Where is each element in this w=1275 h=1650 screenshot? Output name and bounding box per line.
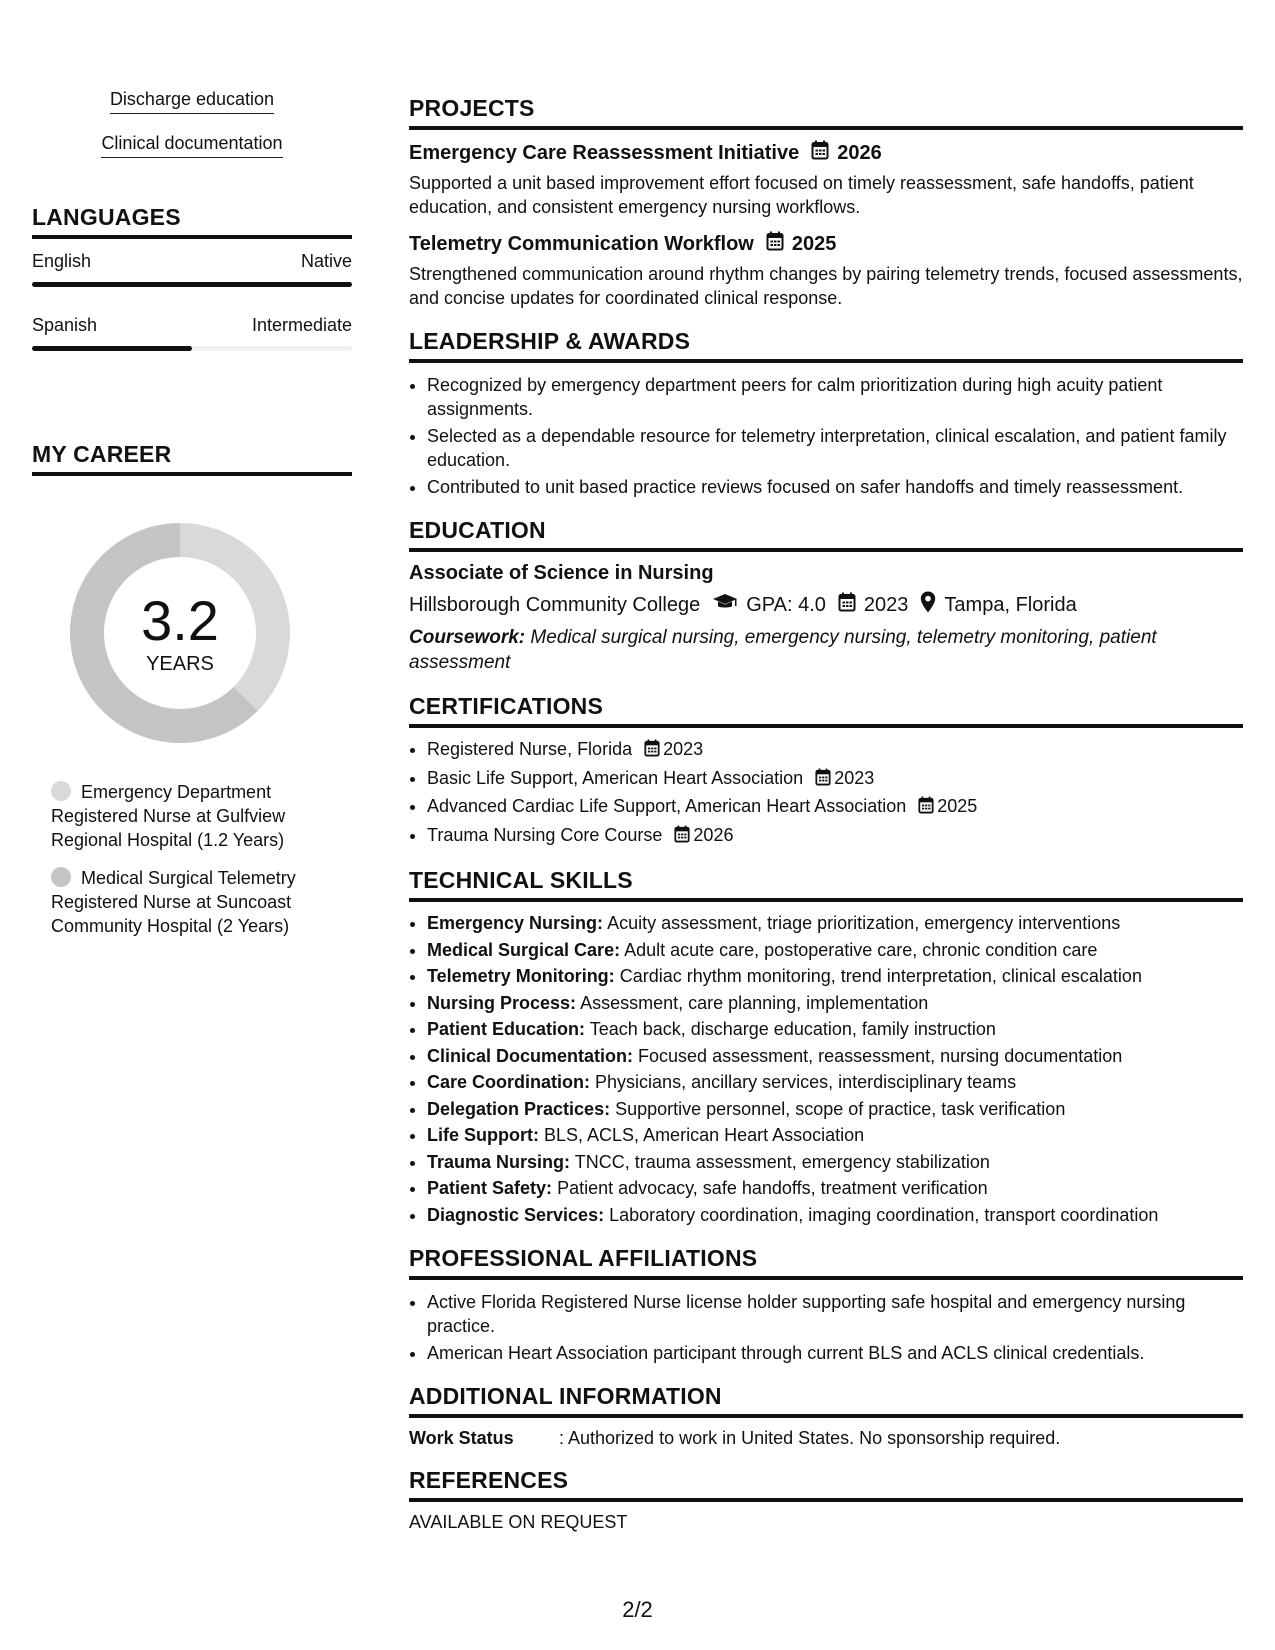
projects-heading: PROJECTS: [409, 95, 1243, 130]
skill-item: [427, 1045, 1243, 1069]
skill-label: Emergency Nursing:: [427, 913, 604, 933]
calendar-icon: [644, 739, 660, 764]
skill-text: Adult acute care, postoperative care, chronic condition care: [624, 939, 1098, 960]
certification-item: [427, 738, 1243, 764]
list-item: • Active Florida Registered Nurse license holder supporting safe hospital and emergency nursing practice.: [427, 1290, 1243, 1338]
technical-skills-section: [409, 867, 1243, 1227]
skill-tag: Discharge education: [110, 89, 274, 114]
skill-item: [427, 1018, 1243, 1042]
calendar-icon: [815, 768, 831, 793]
references-heading: REFERENCES: [409, 1467, 1243, 1502]
language-item: [32, 251, 352, 287]
skill-text: Cardiac rhythm monitoring, trend interpretation, clinical escalation: [619, 966, 1142, 986]
skill-label: Life Support:: [427, 1125, 539, 1145]
work-status-label: Work Status: [409, 1428, 514, 1448]
certification-year: 2023: [663, 739, 704, 759]
skill-item: [427, 939, 1243, 963]
skill-text: BLS, ACLS, American Heart Association: [544, 1125, 865, 1145]
calendar-icon: [811, 140, 829, 166]
leadership-section: [409, 328, 1243, 499]
education-gpa: GPA: 4.0: [746, 593, 826, 616]
career-total: 3.2: [141, 588, 219, 652]
language-level: Intermediate: [251, 315, 352, 335]
list-item: • Selected as a dependable resource for telemetry interpretation, clinical escalation, and patient family education.: [427, 424, 1243, 472]
certification-name: Registered Nurse, Florida: [427, 739, 633, 759]
legend-dot: [51, 781, 71, 801]
project-title: Telemetry Communication Workflow: [409, 232, 754, 255]
languages-heading: LANGUAGES: [32, 204, 352, 239]
graduation-cap-icon: [712, 593, 738, 617]
project-description: Supported a unit based improvement effort focused on timely reassessment, safe handoffs, patient education, and consistent emergency nursing workflows.: [409, 173, 1194, 217]
certification-item: [427, 767, 1243, 793]
skill-item: [427, 912, 1243, 936]
calendar-icon: [674, 825, 690, 850]
skill-text: Supportive personnel, scope of practice, task verification: [615, 1098, 1066, 1119]
list-item: • Contributed to unit based practice reviews focused on safer handoffs and timely reassessment.: [427, 475, 1243, 499]
additional-info-heading: ADDITIONAL INFORMATION: [409, 1383, 1243, 1418]
education-degree: Associate of Science in Nursing: [409, 562, 714, 584]
projects-section: [409, 95, 1243, 310]
skill-text: TNCC, trauma assessment, emergency stabilization: [574, 1151, 990, 1172]
references-section: [409, 1467, 1243, 1533]
language-item: [32, 315, 352, 351]
career-legend: [32, 780, 352, 938]
skill-text: Patient advocacy, safe handoffs, treatment verification: [557, 1178, 988, 1198]
certification-item: [427, 824, 1243, 850]
certification-year: 2026: [693, 824, 734, 845]
affiliations-heading: PROFESSIONAL AFFILIATIONS: [409, 1245, 1243, 1280]
skill-text: Acuity assessment, triage prioritization, emergency interventions: [607, 913, 1121, 933]
skill-item: [427, 1151, 1243, 1175]
project-description: Strengthened communication around rhythm changes by pairing telemetry trends, focused assessments, and concise updates for coordinated clinical response.: [409, 264, 1243, 308]
skill-tags: [32, 80, 352, 168]
education-coursework: [409, 625, 1243, 675]
project-year: 2026: [837, 141, 882, 164]
skill-item: [427, 1204, 1243, 1228]
skill-item: [427, 1124, 1243, 1148]
skill-label: Delegation Practices:: [427, 1098, 611, 1119]
education-location: Tampa, Florida: [944, 593, 1077, 616]
work-status-value: : Authorized to work in United States. No sponsorship required.: [559, 1428, 1061, 1448]
education-section: [409, 517, 1243, 675]
education-school: Hillsborough Community College: [409, 593, 701, 616]
skill-label: Diagnostic Services:: [427, 1204, 605, 1225]
calendar-icon: [766, 231, 784, 257]
career-unit: YEARS: [146, 652, 214, 675]
legend-dot: [51, 867, 71, 887]
skill-text: Focused assessment, reassessment, nursing documentation: [638, 1045, 1123, 1066]
skill-label: Trauma Nursing:: [427, 1151, 571, 1172]
skill-label: Telemetry Monitoring:: [427, 966, 615, 986]
coursework-text: Medical surgical nursing, emergency nursing, telemetry monitoring, patient assessment: [409, 627, 1157, 673]
skill-item: [427, 1177, 1243, 1201]
project-item: [409, 231, 1243, 310]
career-legend-label: Emergency Department Registered Nurse at Gulfview Regional Hospital (1.2 Years): [51, 782, 286, 850]
skill-text: Physicians, ancillary services, interdisciplinary teams: [595, 1072, 1017, 1092]
references-text: AVAILABLE ON REQUEST: [409, 1512, 628, 1532]
calendar-icon: [838, 592, 856, 618]
calendar-icon: [918, 796, 934, 821]
education-year: 2023: [863, 593, 909, 616]
affiliations-section: [409, 1245, 1243, 1365]
skill-text: Teach back, discharge education, family instruction: [589, 1019, 996, 1039]
sidebar: [32, 80, 352, 952]
skill-item: [427, 1098, 1243, 1122]
skill-item: [427, 992, 1243, 1016]
skill-label: Medical Surgical Care:: [427, 939, 621, 960]
skill-item: [427, 1071, 1243, 1095]
skill-label: Clinical Documentation:: [427, 1045, 634, 1066]
skill-label: Care Coordination:: [427, 1072, 591, 1092]
map-pin-icon: [920, 591, 936, 619]
career-heading: MY CAREER: [32, 441, 352, 476]
page-number: 2/2: [622, 1597, 653, 1622]
skill-tag: Clinical documentation: [101, 133, 282, 158]
skill-label: Patient Safety:: [427, 1178, 553, 1198]
skill-label: Patient Education:: [427, 1019, 586, 1039]
project-item: [409, 140, 1243, 219]
skill-text: Laboratory coordination, imaging coordination, transport coordination: [609, 1204, 1159, 1225]
education-heading: EDUCATION: [409, 517, 1243, 552]
certification-name: Basic Life Support, American Heart Association: [427, 767, 804, 788]
certification-name: Trauma Nursing Core Course: [427, 824, 663, 845]
list-item: • American Heart Association participant through current BLS and ACLS clinical credentials.: [427, 1341, 1243, 1365]
certification-item: [427, 795, 1243, 821]
language-bar: [32, 282, 352, 287]
language-name: Spanish: [32, 315, 98, 335]
language-bar: [32, 346, 352, 351]
language-level: Native: [300, 251, 352, 271]
certification-name: Advanced Cardiac Life Support, American Heart Association: [427, 796, 907, 816]
technical-skills-heading: TECHNICAL SKILLS: [409, 867, 1243, 902]
list-item: • Recognized by emergency department peers for calm prioritization during high acuity patient assignments.: [427, 373, 1243, 421]
career-donut-chart: [65, 518, 295, 748]
additional-info-section: [409, 1383, 1243, 1449]
career-legend-item: [51, 780, 321, 852]
skill-text: Assessment, care planning, implementation: [580, 992, 929, 1013]
coursework-label: Coursework:: [409, 627, 526, 648]
certification-year: 2023: [834, 767, 875, 788]
career-legend-item: [51, 866, 321, 938]
certifications-heading: CERTIFICATIONS: [409, 693, 1243, 728]
career-legend-label: Medical Surgical Telemetry Registered Nurse at Suncoast Community Hospital (2 Years): [51, 868, 296, 936]
skill-item: [427, 965, 1243, 989]
main-column: [409, 95, 1243, 1551]
leadership-heading: LEADERSHIP & AWARDS: [409, 328, 1243, 363]
project-title: Emergency Care Reassessment Initiative: [409, 141, 800, 164]
certifications-section: [409, 693, 1243, 849]
language-bar-fill: [32, 346, 192, 351]
certification-year: 2025: [937, 796, 978, 816]
language-name: English: [32, 251, 92, 271]
skill-label: Nursing Process:: [427, 992, 577, 1013]
language-bar-fill: [32, 282, 352, 287]
project-year: 2025: [791, 232, 837, 255]
